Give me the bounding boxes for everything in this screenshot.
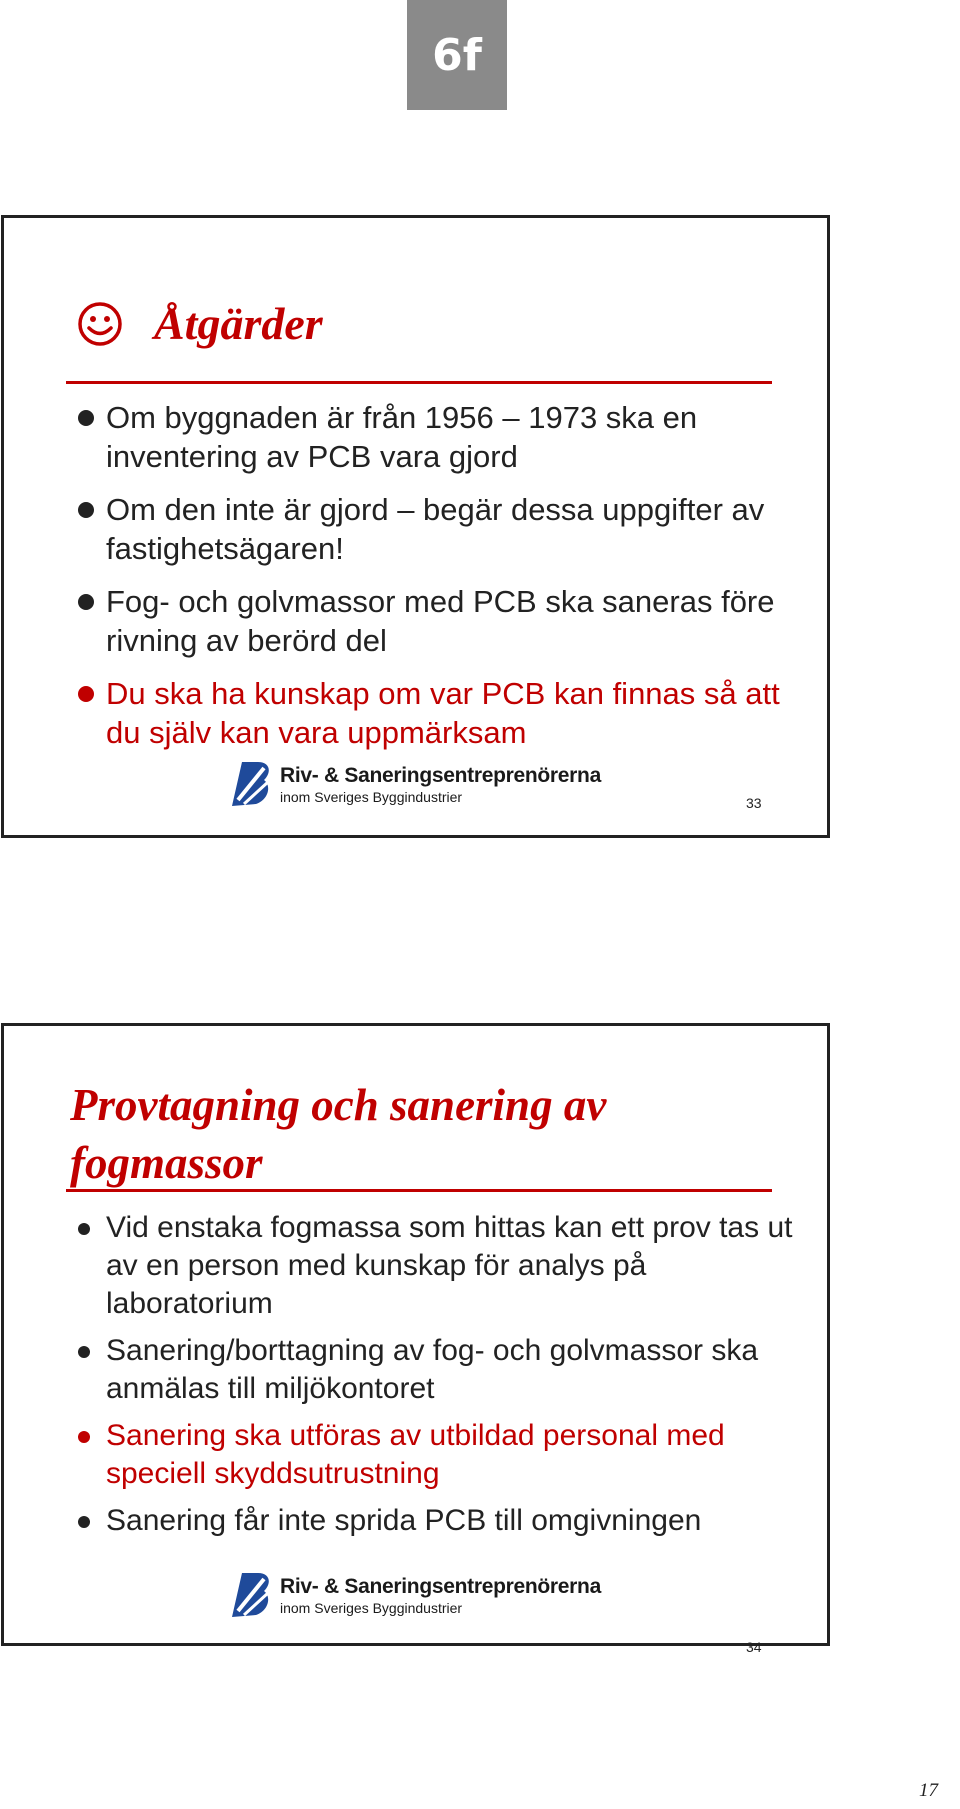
bullet-dot-icon bbox=[78, 1223, 90, 1235]
title-underline bbox=[66, 1189, 772, 1192]
bullet-text: Du ska ha kunskap om var PCB kan finnas så att du själv kan vara uppmärksam bbox=[106, 676, 780, 750]
slide-number: 34 bbox=[746, 1639, 762, 1655]
bullet-text: Fog- och golvmassor med PCB ska saneras före rivning av berörd del bbox=[106, 584, 775, 658]
logo-subtitle: inom Sveriges Byggindustrier bbox=[280, 788, 463, 805]
bullet-item bbox=[76, 1502, 816, 1540]
smiley-icon bbox=[76, 300, 124, 348]
slide-34 bbox=[1, 1023, 830, 1655]
section-tab: 6f bbox=[407, 0, 507, 110]
bullet-dot-icon bbox=[78, 1516, 90, 1528]
bullet-item bbox=[76, 1332, 816, 1408]
bullet-dot-icon bbox=[78, 410, 94, 426]
slide-title-row bbox=[76, 298, 323, 350]
bullet-item bbox=[76, 1209, 816, 1323]
logo-name: Riv- & Saneringsentreprenörerna bbox=[280, 1574, 601, 1598]
bullet-text: Sanering får inte sprida PCB till omgivningen bbox=[106, 1504, 702, 1537]
organization-logo bbox=[228, 1571, 601, 1619]
bullet-dot-icon bbox=[78, 686, 94, 702]
bullet-item bbox=[76, 398, 816, 476]
logo-mark-icon bbox=[228, 1571, 272, 1619]
slide-number: 33 bbox=[746, 795, 762, 811]
bullet-list bbox=[76, 1209, 816, 1549]
bullet-dot-icon bbox=[78, 1431, 90, 1443]
bullet-dot-icon bbox=[78, 594, 94, 610]
slide-title: Provtagning och sanering av fogmassor bbox=[70, 1080, 607, 1188]
bullet-text: Om den inte är gjord – begär dessa uppgifter av fastighetsägaren! bbox=[106, 492, 765, 566]
bullet-text: Om byggnaden är från 1956 – 1973 ska en inventering av PCB vara gjord bbox=[106, 400, 698, 474]
bullet-list bbox=[76, 398, 816, 766]
bullet-item bbox=[76, 490, 816, 568]
bullet-dot-icon bbox=[78, 1346, 90, 1358]
title-underline bbox=[66, 381, 772, 384]
logo-subtitle: inom Sveriges Byggindustrier bbox=[280, 1599, 463, 1616]
bullet-text: Sanering ska utföras av utbildad personal med speciell skyddsutrustning bbox=[106, 1419, 725, 1490]
bullet-item bbox=[76, 674, 816, 752]
bullet-text: Vid enstaka fogmassa som hittas kan ett prov tas ut av en person med kunskap för analys på laboratorium bbox=[106, 1211, 793, 1320]
logo-mark-icon bbox=[228, 760, 272, 808]
slide-title: Åtgärder bbox=[154, 298, 323, 349]
logo-name: Riv- & Saneringsentreprenörerna bbox=[280, 763, 601, 787]
page-number: 17 bbox=[919, 1780, 938, 1801]
bullet-text: Sanering/borttagning av fog- och golvmassor ska anmälas till miljökontoret bbox=[106, 1334, 759, 1405]
bullet-item bbox=[76, 1417, 816, 1493]
bullet-dot-icon bbox=[78, 502, 94, 518]
bullet-item bbox=[76, 582, 816, 660]
slide-33 bbox=[1, 215, 830, 838]
organization-logo bbox=[228, 760, 601, 808]
